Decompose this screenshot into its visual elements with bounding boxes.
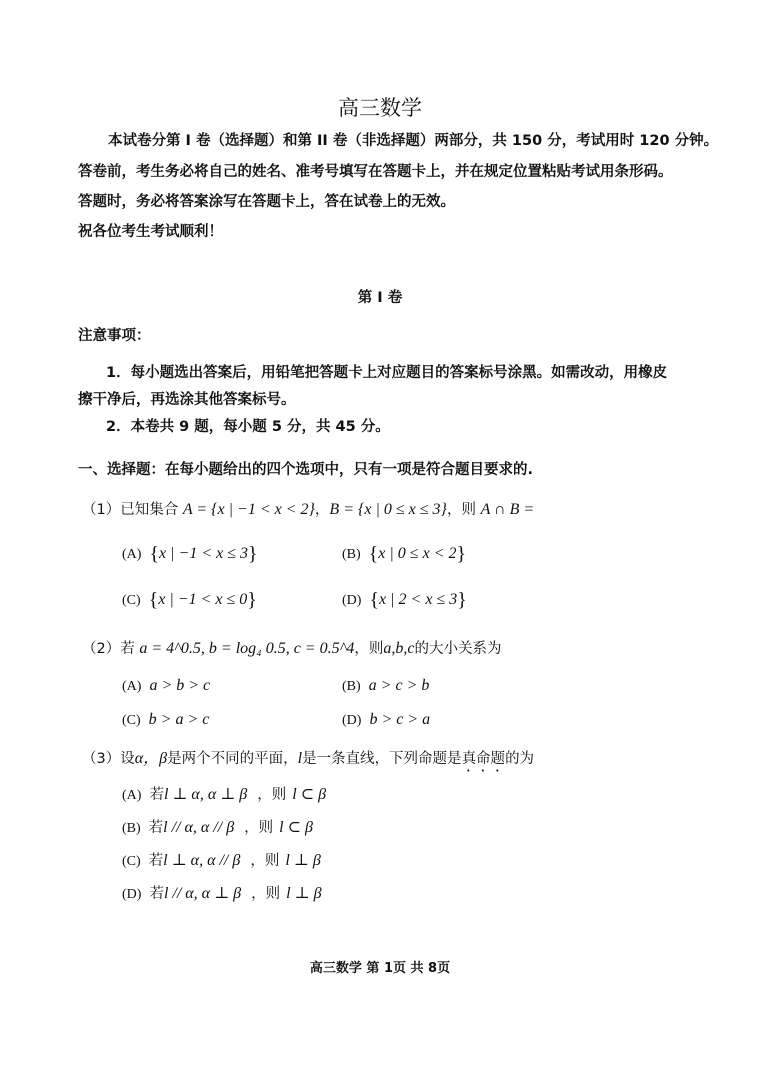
option-formula: x | −1 < x ≤ 3 <box>159 545 249 562</box>
option-label: (B) <box>342 679 361 694</box>
q3-option-d <box>122 882 322 903</box>
emphasized-text: 真命题 <box>461 751 506 767</box>
question-text: 是一条直线，下列命题是 <box>302 751 462 767</box>
line-symbol: l <box>297 750 303 767</box>
question-text: ，则 <box>354 641 384 657</box>
question-text: 已知集合 <box>120 502 179 518</box>
q2-option-c <box>122 711 209 729</box>
option-label: (D) <box>122 887 142 902</box>
option-formula: x | −1 < x ≤ 0 <box>158 591 248 608</box>
option-if: 若 <box>149 886 164 902</box>
notes-heading: 注意事项： <box>78 328 151 344</box>
note-1-line-1: 1．每小题选出答案后，用铅笔把答题卡上对应题目的答案标号涂黑。如需改动，用橡皮 <box>106 365 668 381</box>
question-text: 的大小关系为 <box>414 641 502 657</box>
option-condition: l // α, α // β <box>163 819 235 836</box>
question-3 <box>82 745 534 775</box>
q1-option-a: (A) {x | −1 < x ≤ 3} <box>122 543 258 565</box>
separator: ， <box>314 502 330 518</box>
section-title: 第 I 卷 <box>357 290 403 306</box>
option-label: (A) <box>122 679 142 694</box>
q2-option-a <box>122 677 210 695</box>
option-formula: b > a > c <box>148 711 210 728</box>
note-2: 2．本卷共 9 题，每小题 5 分，共 45 分。 <box>106 419 390 435</box>
option-then: ，则 <box>251 886 281 902</box>
question-text: 设 <box>120 751 135 767</box>
part-heading: 一、选择题：在每小题给出的四个选项中，只有一项是符合题目要求的. <box>78 462 534 478</box>
option-formula: x | 2 < x ≤ 3 <box>379 591 458 608</box>
set-a-formula: A = {x | −1 < x < 2} <box>182 501 315 518</box>
q1-option-b: (B) {x | 0 ≤ x < 2} <box>342 543 467 565</box>
option-formula: a > b > c <box>149 677 211 694</box>
q3-option-c <box>122 849 321 870</box>
option-label: (C) <box>122 713 141 728</box>
option-label: (A) <box>122 547 142 562</box>
page-footer: 高三数学 第 1页 共 8页 <box>309 961 451 976</box>
option-formula: b > c > a <box>369 711 431 728</box>
note-1-line-2: 擦干净后，再选涂其他答案标号。 <box>78 392 296 408</box>
option-label: (A) <box>122 788 142 803</box>
question-text: 若 <box>120 641 135 657</box>
option-condition: l ⊥ α, α // β <box>163 852 241 869</box>
q2-option-b <box>342 677 429 695</box>
option-then: ，则 <box>244 820 274 836</box>
option-label: (C) <box>122 593 141 608</box>
question-number: （3） <box>82 751 121 767</box>
intersection-formula: A ∩ B = <box>480 501 535 518</box>
intro-line-4: 祝各位考生考试顺利！ <box>78 224 223 240</box>
question-2 <box>82 637 501 658</box>
option-then: ，则 <box>250 853 280 869</box>
q1-option-d: (D) {x | 2 < x ≤ 3} <box>342 589 467 611</box>
question-1 <box>82 498 534 519</box>
q1-option-c: (C) {x | −1 < x ≤ 0} <box>122 589 257 611</box>
question-number: （2） <box>82 641 121 657</box>
option-label: (D) <box>342 713 362 728</box>
option-conclusion: l ⊥ β <box>285 852 321 869</box>
option-condition: l // α, α ⊥ β <box>163 885 242 902</box>
option-if: 若 <box>148 820 164 836</box>
vars-formula: a,b,c <box>383 640 415 657</box>
option-formula: a > c > b <box>368 677 430 694</box>
q3-option-a <box>122 783 326 804</box>
option-conclusion: l ⊥ β <box>286 885 322 902</box>
option-then: ，则 <box>257 787 287 803</box>
values-formula: a = 4^0.5, b = log₄ 0.5, c = 0.5^4 <box>139 640 355 657</box>
question-text: ，则 <box>446 502 476 518</box>
option-label: (B) <box>342 547 361 562</box>
intro-line-2: 答卷前，考生务必将自己的姓名、准考号填写在答题卡上，并在规定位置粘贴考试用条形码。 <box>78 164 673 180</box>
option-if: 若 <box>148 853 164 869</box>
question-text: 是两个不同的平面， <box>167 751 298 767</box>
question-number: （1） <box>82 502 121 518</box>
q3-option-b <box>122 816 313 837</box>
intro-line-1: 本试卷分第 I 卷（选择题）和第 II 卷（非选择题）两部分，共 150 分，考试用时 120 分钟。 <box>108 133 719 149</box>
option-conclusion: l ⊂ β <box>292 786 327 803</box>
page-title: 高三数学 <box>338 96 422 120</box>
question-text: 的为 <box>505 751 535 767</box>
option-if: 若 <box>149 787 164 803</box>
option-label: (C) <box>122 854 141 869</box>
option-formula: x | 0 ≤ x < 2 <box>378 545 457 562</box>
option-label: (B) <box>122 821 141 836</box>
option-condition: l ⊥ α, α ⊥ β <box>163 786 248 803</box>
q2-option-d <box>342 711 430 729</box>
intro-line-3: 答题时，务必将答案涂写在答题卡上，答在试卷上的无效。 <box>78 194 455 210</box>
planes-formula: α，β <box>134 750 168 767</box>
option-conclusion: l ⊂ β <box>279 819 313 836</box>
option-label: (D) <box>342 593 362 608</box>
set-b-formula: B = {x | 0 ≤ x ≤ 3} <box>329 501 447 518</box>
